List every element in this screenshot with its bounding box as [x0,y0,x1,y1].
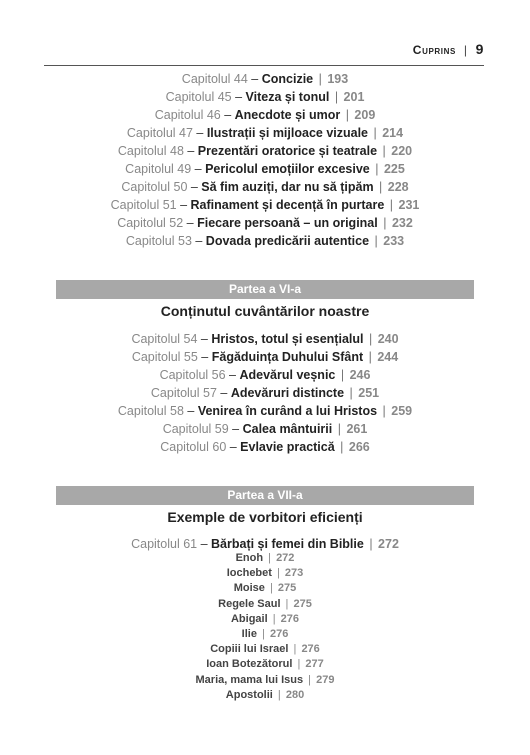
chapter-label: Capitolul 49 [125,162,192,176]
page-number: 225 [383,162,405,176]
chapter-title: Pericolul emoțiilor excesive [205,162,370,176]
page-separator: | [258,628,268,641]
dash-separator: – [226,440,241,454]
dash-separator: – [228,422,243,436]
page-number: 276 [269,628,289,641]
chapter-title: Să fim auziți, dar nu să țipăm [201,180,374,194]
page-separator: | [294,658,304,671]
dash-separator: – [176,198,191,212]
page-number: 273 [284,567,304,580]
page-separator: | [379,216,390,230]
chapter-label: Capitolul 56 [159,368,226,382]
subentry-title: Copiii lui Israel [210,643,289,656]
part-6-label: Partea a VI-a [228,282,302,296]
header-separator: | [463,43,468,57]
page-number: 266 [348,440,370,454]
page-separator: | [371,162,382,176]
toc-entry [0,348,530,366]
page-number: 201 [343,90,365,104]
page-separator: | [274,688,284,701]
page-separator: | [336,440,347,454]
page-separator: | [282,597,292,610]
toc-entry [0,366,530,384]
chapter-label: Capitolul 55 [131,350,198,364]
chapter-label: Capitolul 53 [125,234,192,248]
toc-entry [0,232,530,250]
page-number: 279 [316,673,335,686]
subentry-title: Enoh [235,552,264,564]
toc-entry [0,384,530,402]
page-number: 244 [377,350,399,364]
part-6-title: Conținutul cuvântărilor noastre [160,303,370,319]
subentry-title: Maria, mama lui Isus [195,673,304,686]
page-number: 214 [382,126,404,140]
page-number: 231 [398,198,420,212]
toc-entry [0,196,530,214]
subentry-title: Iochebet [226,567,272,580]
page-number: 246 [349,368,371,382]
toc-entry [0,402,530,420]
toc-entry [0,160,530,178]
subentry-title: Moise [233,582,265,595]
chapter-label: Capitolul 58 [117,404,184,418]
page-number: 232 [391,216,413,230]
toc-block-part5 [0,70,530,250]
chapter-label: Capitolul 60 [160,440,227,454]
chapter-title: Bărbați și femei din Biblie [211,537,364,551]
dash-separator: – [183,404,198,418]
chapter-label: Capitolul 57 [150,386,217,400]
part-7-band [56,486,474,505]
toc-entry [0,330,530,348]
chapter-title: Dovada predicării autentice [205,234,370,248]
page-separator: | [375,180,386,194]
part-6-band [56,280,474,299]
dash-separator: – [197,350,212,364]
page-number: 251 [358,386,380,400]
toc-subentry [0,612,530,627]
page-number: 280 [285,688,305,701]
chapter-title: Hristos, totul și esențialul [211,332,364,346]
page-separator: | [331,90,342,104]
dash-separator: – [183,216,198,230]
chapter-title: Adevăruri distincte [230,386,345,400]
dash-separator: – [187,180,202,194]
toc-subentry [0,597,530,612]
dash-separator: – [247,72,262,86]
subentry-title: Ioan Botezătorul [206,658,293,671]
page-separator: | [266,582,276,595]
toc-entry [0,124,530,142]
chapter-label: Capitolul 52 [117,216,184,230]
page-number: 259 [391,404,413,418]
toc-entry [0,214,530,232]
chapter-title: Rafinament și decență în purtare [190,198,385,212]
dash-separator: – [191,234,206,248]
dash-separator: – [220,108,235,122]
chapter-label: Capitolul 59 [162,422,229,436]
page-separator: | [365,332,376,346]
toc-subentry [0,642,530,657]
chapter-label: Capitolul 54 [131,332,198,346]
chapter-title: Ilustrații și mijloace vizuale [206,126,369,140]
page-number: 276 [301,643,320,656]
toc-entry [0,438,530,456]
page-separator: | [371,234,382,248]
page-separator: | [379,404,390,418]
dash-separator: – [197,537,212,551]
dash-separator: – [197,332,212,346]
chapter-title: Făgăduința Duhului Sfânt [211,350,364,364]
page-number: 220 [391,144,413,158]
chapter-label: Capitolul 46 [154,108,221,122]
chapter-label: Capitolul 61 [131,537,198,551]
subentry-title: Regele Saul [218,597,281,610]
page-number: 276 [280,612,299,625]
chapter-label: Capitolul 51 [110,198,177,212]
part-7-title: Exemple de vorbitori eficienți [167,509,363,525]
chapter-title: Anecdote și umor [234,108,341,122]
page-separator: | [342,108,353,122]
dash-separator: – [231,90,246,104]
page-separator: | [334,422,345,436]
page-separator: | [370,126,381,140]
chapter-title: Adevărul veșnic [239,368,336,382]
page-separator: | [290,643,300,656]
page-number: 233 [383,234,405,248]
toc-entry [0,70,530,88]
page-number: 275 [277,582,297,595]
page-number: 275 [293,597,312,610]
page-separator: | [379,144,390,158]
page-number: 228 [387,180,409,194]
header-text [413,41,484,57]
chapter-title: Concizie [261,72,314,86]
page-separator: | [273,567,283,580]
page-separator: | [386,198,397,212]
page-number: 272 [378,537,399,551]
toc-entry [0,142,530,160]
toc-subentry [0,551,530,566]
chapter-label: Capitolul 47 [126,126,193,140]
chapter-label: Capitolul 45 [165,90,232,104]
chapter-title: Calea mântuirii [242,422,333,436]
page-separator: | [305,673,315,686]
chapter-label: Capitolul 50 [121,180,188,194]
subentry-title: Ilie [241,628,257,641]
toc-subentry [0,566,530,581]
toc-subentries [0,551,530,703]
toc-subentry [0,581,530,596]
subentry-title: Abigail [230,612,268,625]
page-separator: | [265,552,275,564]
page-separator: | [337,368,348,382]
page-number: 277 [305,658,324,671]
chapter-title: Venirea în curând a lui Hristos [197,404,378,418]
page-separator: | [365,350,376,364]
toc-subentry [0,688,530,703]
page-separator: | [365,537,377,551]
toc-entry [0,178,530,196]
toc-entry [0,88,530,106]
header-rule [44,65,484,66]
page-number: 193 [327,72,349,86]
chapter-title: Fiecare persoană – un original [197,216,378,230]
header-title: Cuprins [412,43,456,57]
page-separator: | [346,386,357,400]
page-number: 261 [346,422,368,436]
toc-entry [0,106,530,124]
page-separator: | [269,612,279,625]
dash-separator: – [216,386,231,400]
part-7-label: Partea a VII-a [227,488,303,502]
subentry-title: Apostolii [225,688,273,701]
dash-separator: – [191,162,206,176]
chapter-title: Evlavie practică [240,440,335,454]
page-number: 272 [276,552,295,564]
page-number: 240 [377,332,399,346]
dash-separator: – [183,144,198,158]
chapter-title: Prezentări oratorice și teatrale [197,144,378,158]
running-header [44,38,484,60]
chapter-label: Capitolul 48 [117,144,184,158]
toc-block-part6 [0,330,530,456]
dash-separator: – [225,368,240,382]
toc-entry [0,420,530,438]
toc-subentry [0,627,530,642]
page-number: 209 [354,108,376,122]
chapter-label: Capitolul 44 [181,72,248,86]
page-number: 9 [475,41,484,57]
toc-subentry [0,673,530,688]
dash-separator: – [192,126,207,140]
page-separator: | [315,72,326,86]
chapter-title: Viteza și tonul [245,90,330,104]
toc-subentry [0,657,530,672]
